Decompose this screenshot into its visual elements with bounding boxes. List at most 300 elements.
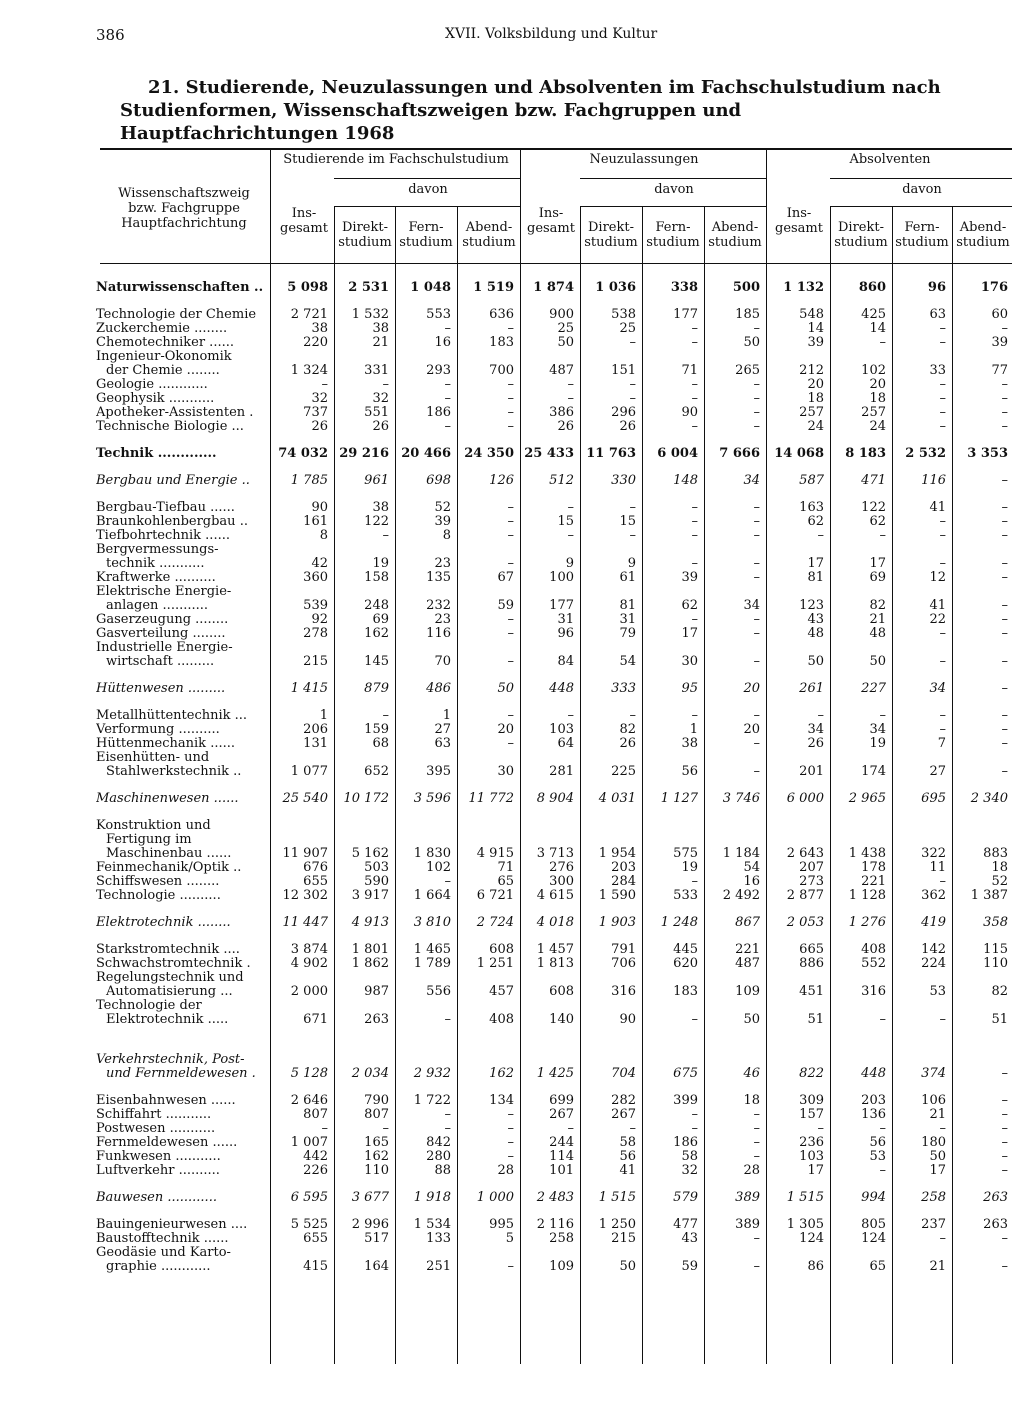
spacer-cell — [96, 669, 1014, 682]
fern-header: Fern- studium — [895, 220, 949, 250]
table-row — [96, 1260, 1014, 1274]
table-cell: 399 — [673, 1094, 698, 1108]
table-cell: 43 — [681, 1232, 698, 1246]
table-cell: 6 004 — [657, 447, 698, 461]
table-cell — [520, 819, 580, 833]
table-cell: – — [444, 1013, 451, 1027]
table-cell: 258 — [549, 1232, 574, 1246]
table-cell: 276 — [549, 861, 574, 875]
table-cell: 358 — [983, 916, 1008, 930]
table-cell: 442 — [303, 1150, 328, 1164]
table-cell — [642, 1053, 704, 1067]
table-cell — [952, 641, 1014, 655]
table-cell: 415 — [303, 1260, 328, 1274]
table-cell — [704, 999, 766, 1013]
table-cell: 3 746 — [722, 792, 760, 806]
table-cell: 186 — [673, 1136, 698, 1150]
table-cell: 1 534 — [413, 1218, 451, 1232]
table-cell: 1 077 — [290, 765, 328, 779]
table-cell — [704, 585, 766, 599]
table-cell: 61 — [619, 571, 636, 585]
table-cell: 215 — [303, 655, 328, 669]
row-label: Zuckerchemie ........ — [96, 322, 228, 336]
table-cell: 34 — [929, 682, 946, 696]
row-label: Braunkohlenbergbau .. — [96, 515, 248, 529]
table-cell: 17 — [869, 557, 886, 571]
table-cell: 24 350 — [464, 447, 514, 461]
table-cell: – — [629, 378, 636, 392]
table-cell: 1 — [689, 723, 698, 737]
table-cell: – — [507, 501, 514, 515]
table-cell: 32 — [311, 392, 328, 406]
table-cell: 102 — [426, 861, 451, 875]
table-cell: 16 — [434, 336, 451, 350]
table-cell: – — [444, 1122, 451, 1136]
row-label: Technik ............. — [96, 447, 217, 461]
table-cell: 27 — [434, 723, 451, 737]
table-cell: 62 — [869, 515, 886, 529]
row-label: Chemotechniker ...... — [96, 336, 234, 350]
table-row — [96, 957, 1014, 971]
table-row — [96, 1164, 1014, 1178]
table-cell: 18 — [743, 1094, 760, 1108]
table-cell: 63 — [929, 308, 946, 322]
row-label: Tiefbohrtechnik ...... — [96, 529, 230, 543]
table-cell: 77 — [991, 364, 1008, 378]
table-cell: 487 — [549, 364, 574, 378]
table-cell: 665 — [799, 943, 824, 957]
table-cell: 676 — [303, 861, 328, 875]
table-cell: 706 — [611, 957, 636, 971]
table-row — [96, 474, 1014, 488]
table-cell — [270, 751, 334, 765]
table-cell: – — [507, 420, 514, 434]
table-cell: 278 — [303, 627, 328, 641]
table-row — [96, 751, 1014, 765]
row-label: Schwachstromtechnik . — [96, 957, 251, 971]
table-cell: 1 664 — [413, 889, 451, 903]
row-label: Fertigung im — [106, 833, 192, 847]
table-cell: 180 — [921, 1136, 946, 1150]
table-cell: 212 — [799, 364, 824, 378]
table-cell: 116 — [921, 474, 946, 488]
table-cell: – — [939, 406, 946, 420]
table-cell: 389 — [735, 1191, 760, 1205]
table-cell: 807 — [364, 1108, 389, 1122]
table-cell — [395, 585, 457, 599]
table-cell: 282 — [611, 1094, 636, 1108]
table-cell: 1 465 — [413, 943, 451, 957]
table-cell: 8 — [319, 529, 328, 543]
table-cell: 46 — [743, 1067, 760, 1081]
table-cell: 34 — [869, 723, 886, 737]
table-cell: – — [1001, 1164, 1008, 1178]
table-cell: 43 — [807, 613, 824, 627]
table-cell: 704 — [611, 1067, 636, 1081]
table-cell: – — [567, 501, 574, 515]
table-cell — [270, 641, 334, 655]
table-cell — [520, 543, 580, 557]
table-cell — [892, 971, 952, 985]
table-cell — [892, 350, 952, 364]
table-cell: 3 596 — [413, 792, 451, 806]
table-cell — [395, 641, 457, 655]
table-cell — [580, 751, 642, 765]
row-label: Verformung .......... — [96, 723, 220, 737]
table-row — [96, 322, 1014, 336]
table-cell: 512 — [549, 474, 574, 488]
table-cell: 26 — [557, 420, 574, 434]
table-cell: 39 — [991, 336, 1008, 350]
table-cell: – — [1001, 655, 1008, 669]
table-cell: 26 — [619, 737, 636, 751]
table-row — [96, 420, 1014, 434]
table-cell — [520, 641, 580, 655]
table-cell: 503 — [364, 861, 389, 875]
table-cell — [642, 585, 704, 599]
table-cell: 1 248 — [660, 916, 698, 930]
table-cell: 52 — [991, 875, 1008, 889]
row-label: Schiffswesen ........ — [96, 875, 220, 889]
table-cell — [830, 751, 892, 765]
table-row — [96, 861, 1014, 875]
table-row — [96, 627, 1014, 641]
table-cell — [952, 585, 1014, 599]
table-cell: 553 — [426, 308, 451, 322]
spacer-row — [96, 903, 1014, 916]
table-row — [96, 515, 1014, 529]
table-cell: 115 — [983, 943, 1008, 957]
table-cell: – — [629, 529, 636, 543]
table-cell — [457, 543, 520, 557]
table-cell: 5 128 — [290, 1067, 328, 1081]
table-cell — [830, 999, 892, 1013]
table-cell: 300 — [549, 875, 574, 889]
table-cell: – — [1001, 420, 1008, 434]
table-cell: 17 — [929, 1164, 946, 1178]
table-cell: – — [753, 1108, 760, 1122]
table-cell: 17 — [807, 557, 824, 571]
table-cell: – — [753, 515, 760, 529]
row-label: Technologie der Chemie — [96, 308, 257, 322]
table-cell: 994 — [861, 1191, 886, 1205]
table-cell: 322 — [921, 847, 946, 861]
row-label: Elektrotechnik ........ — [96, 916, 231, 930]
table-cell: 5 098 — [287, 281, 328, 295]
table-cell: 244 — [549, 1136, 574, 1150]
table-cell: 114 — [549, 1150, 574, 1164]
table-cell — [334, 1053, 395, 1067]
table-cell: 25 — [619, 322, 636, 336]
table-cell: – — [1001, 737, 1008, 751]
table-cell: 1 532 — [351, 308, 389, 322]
spacer-row — [96, 779, 1014, 792]
table-cell: 39 — [807, 336, 824, 350]
table-cell: 671 — [303, 1013, 328, 1027]
table-cell — [704, 641, 766, 655]
table-cell: 8 — [442, 529, 451, 543]
table-cell: 23 — [434, 613, 451, 627]
table-cell: 54 — [619, 655, 636, 669]
davon-header: davon — [654, 182, 694, 197]
table-cell: 201 — [799, 765, 824, 779]
table-row — [96, 1013, 1014, 1027]
row-label: Technologie .......... — [96, 889, 221, 903]
table-row — [96, 1150, 1014, 1164]
table-cell: – — [753, 322, 760, 336]
table-cell — [704, 543, 766, 557]
table-cell — [580, 641, 642, 655]
table-cell: 1 036 — [595, 281, 636, 295]
table-cell: 71 — [681, 364, 698, 378]
table-cell: 178 — [861, 861, 886, 875]
table-cell — [334, 543, 395, 557]
row-label: Elektrotechnik ..... — [106, 1013, 229, 1027]
row-label: Gasverteilung ........ — [96, 627, 226, 641]
table-cell — [704, 1246, 766, 1260]
table-cell: 1 000 — [476, 1191, 514, 1205]
table-cell: 145 — [364, 655, 389, 669]
table-cell: 590 — [364, 875, 389, 889]
table-cell: – — [817, 709, 824, 723]
row-label: Geologie ............ — [96, 378, 208, 392]
table-cell: 88 — [434, 1164, 451, 1178]
table-cell — [395, 833, 457, 847]
table-cell: – — [753, 557, 760, 571]
table-cell: 579 — [673, 1191, 698, 1205]
table-cell: 12 — [929, 571, 946, 585]
table-row — [96, 364, 1014, 378]
table-cell: 165 — [364, 1136, 389, 1150]
table-cell: – — [753, 1122, 760, 1136]
table-cell: 34 — [743, 474, 760, 488]
table-cell: – — [939, 1232, 946, 1246]
table-cell: – — [444, 1108, 451, 1122]
table-cell: 50 — [619, 1260, 636, 1274]
table-cell: 267 — [611, 1108, 636, 1122]
table-cell: 2 034 — [351, 1067, 389, 1081]
table-cell — [520, 585, 580, 599]
table-cell: 548 — [799, 308, 824, 322]
table-cell: 556 — [426, 985, 451, 999]
table-cell — [580, 1246, 642, 1260]
table-cell: 60 — [991, 308, 1008, 322]
table-cell: – — [507, 406, 514, 420]
spacer-cell — [96, 488, 1014, 501]
table-cell: – — [507, 737, 514, 751]
table-cell: – — [879, 1164, 886, 1178]
table-cell: – — [507, 1150, 514, 1164]
table-cell: 26 — [807, 737, 824, 751]
table-cell: 257 — [861, 406, 886, 420]
table-cell: 2 877 — [786, 889, 824, 903]
table-cell: 2 531 — [348, 281, 389, 295]
header-bottom-rule — [100, 263, 1012, 264]
table-cell: 21 — [929, 1108, 946, 1122]
table-cell: – — [1001, 682, 1008, 696]
table-cell — [642, 971, 704, 985]
table-cell: – — [1001, 1232, 1008, 1246]
table-cell — [520, 751, 580, 765]
row-label: Gaserzeugung ........ — [96, 613, 229, 627]
table-cell: 1 276 — [848, 916, 886, 930]
table-cell: – — [1001, 529, 1008, 543]
table-cell — [704, 971, 766, 985]
row-label: Konstruktion und — [96, 819, 211, 833]
table-cell — [766, 1053, 830, 1067]
table-cell: – — [629, 1122, 636, 1136]
table-cell: – — [753, 378, 760, 392]
table-cell: 50 — [743, 1013, 760, 1027]
table-cell: – — [629, 709, 636, 723]
table-cell: – — [507, 378, 514, 392]
table-cell: 263 — [983, 1218, 1008, 1232]
table-cell: 608 — [489, 943, 514, 957]
spacer-cell — [96, 1205, 1014, 1218]
table-cell: 126 — [489, 474, 514, 488]
table-cell: 30 — [497, 765, 514, 779]
table-cell: 50 — [743, 336, 760, 350]
table-cell: 1 785 — [290, 474, 328, 488]
table-cell: 987 — [364, 985, 389, 999]
table-cell: 3 917 — [351, 889, 389, 903]
fern-header: Fern- studium — [646, 220, 700, 250]
table-cell: 2 116 — [536, 1218, 574, 1232]
table-cell: 20 — [743, 723, 760, 737]
table-cell — [270, 1246, 334, 1260]
row-label: Stahlwerkstechnik .. — [106, 765, 242, 779]
spacer-row — [96, 1178, 1014, 1191]
table-cell: 109 — [735, 985, 760, 999]
table-cell — [892, 585, 952, 599]
table-row — [96, 792, 1014, 806]
table-row — [96, 875, 1014, 889]
table-cell — [457, 1246, 520, 1260]
table-cell: – — [691, 709, 698, 723]
abend-header: Abend- studium — [708, 220, 762, 250]
table-cell: 41 — [929, 501, 946, 515]
table-cell: – — [507, 392, 514, 406]
table-cell: 386 — [549, 406, 574, 420]
table-cell: 134 — [489, 1094, 514, 1108]
table-cell: 185 — [735, 308, 760, 322]
table-row — [96, 571, 1014, 585]
table-cell: 389 — [735, 1218, 760, 1232]
data-table — [96, 281, 1014, 1274]
row-label: Geophysik ........... — [96, 392, 215, 406]
davon-underline-1 — [334, 206, 520, 207]
table-cell: – — [753, 501, 760, 515]
table-cell: – — [567, 378, 574, 392]
table-cell: 26 — [372, 420, 389, 434]
table-cell: 56 — [619, 1150, 636, 1164]
table-row — [96, 378, 1014, 392]
table-cell — [766, 543, 830, 557]
table-cell: 50 — [807, 655, 824, 669]
table-cell: – — [567, 392, 574, 406]
table-cell — [892, 833, 952, 847]
table-cell: – — [382, 1122, 389, 1136]
table-cell: 50 — [497, 682, 514, 696]
table-cell — [642, 819, 704, 833]
row-label: Luftverkehr .......... — [96, 1164, 220, 1178]
table-cell: 42 — [311, 557, 328, 571]
table-cell — [766, 971, 830, 985]
table-cell: 50 — [557, 336, 574, 350]
table-cell — [457, 751, 520, 765]
table-cell — [457, 350, 520, 364]
table-cell — [766, 819, 830, 833]
top-rule — [100, 148, 1012, 150]
table-cell — [830, 819, 892, 833]
table-row — [96, 999, 1014, 1013]
table-cell: 698 — [426, 474, 451, 488]
table-cell — [952, 819, 1014, 833]
table-cell: 31 — [557, 613, 574, 627]
table-cell: 448 — [549, 682, 574, 696]
table-cell: – — [879, 709, 886, 723]
table-cell: 3 677 — [351, 1191, 389, 1205]
table-cell: 38 — [311, 322, 328, 336]
row-label: Eisenhütten- und — [96, 751, 210, 765]
table-cell: 136 — [861, 1108, 886, 1122]
table-cell: 1 007 — [290, 1136, 328, 1150]
table-cell: 39 — [434, 515, 451, 529]
table-cell: – — [753, 709, 760, 723]
table-cell: 226 — [303, 1164, 328, 1178]
table-cell — [457, 833, 520, 847]
table-row — [96, 833, 1014, 847]
table-cell: – — [939, 627, 946, 641]
table-cell: – — [753, 571, 760, 585]
table-cell — [830, 641, 892, 655]
table-cell: 8 183 — [845, 447, 886, 461]
table-cell: – — [753, 1260, 760, 1274]
table-cell: – — [691, 1122, 698, 1136]
spacer-row — [96, 461, 1014, 474]
table-row — [96, 529, 1014, 543]
table-cell: 159 — [364, 723, 389, 737]
table-cell — [395, 751, 457, 765]
table-row — [96, 1094, 1014, 1108]
table-cell: 110 — [364, 1164, 389, 1178]
table-cell: 20 466 — [401, 447, 451, 461]
table-cell: 867 — [735, 916, 760, 930]
table-cell: 257 — [799, 406, 824, 420]
table-cell: 140 — [549, 1013, 574, 1027]
table-cell: – — [507, 1108, 514, 1122]
spacer-cell — [96, 461, 1014, 474]
table-cell: 161 — [303, 515, 328, 529]
table-cell: 18 — [807, 392, 824, 406]
table-cell — [334, 751, 395, 765]
spacer-cell — [96, 806, 1014, 819]
table-cell: 1 438 — [848, 847, 886, 861]
spacer-cell — [96, 1040, 1014, 1053]
table-cell: 1 801 — [351, 943, 389, 957]
davon-header: davon — [408, 182, 448, 197]
insgesamt-header: Ins- gesamt — [280, 206, 328, 236]
table-row — [96, 1232, 1014, 1246]
table-cell — [830, 1053, 892, 1067]
table-cell: 16 — [743, 875, 760, 889]
table-cell: 5 162 — [351, 847, 389, 861]
table-cell — [270, 543, 334, 557]
table-cell: 23 — [434, 557, 451, 571]
table-cell: – — [1001, 378, 1008, 392]
table-cell: 51 — [807, 1013, 824, 1027]
table-cell: 248 — [364, 599, 389, 613]
